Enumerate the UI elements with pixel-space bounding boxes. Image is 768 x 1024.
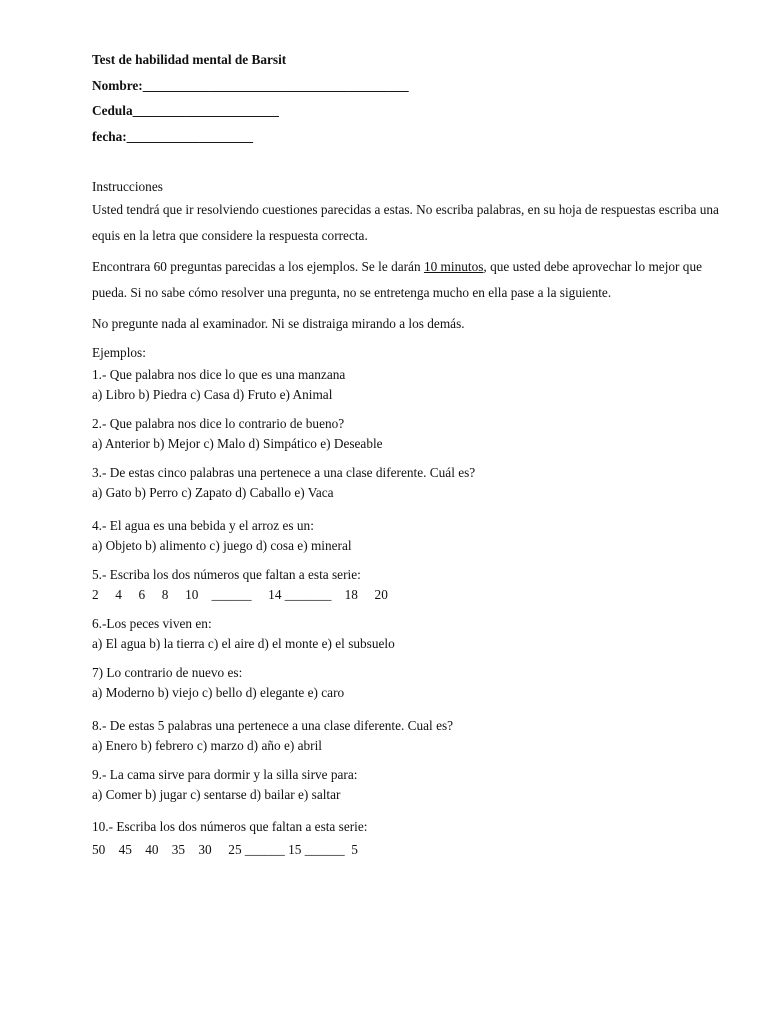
question-text: 3.- De estas cinco palabras una pertenece a una clase diferente. Cuál es?	[92, 464, 476, 480]
number-series: 2 4 6 8 10 ______ 14 _______ 18 20	[92, 586, 388, 602]
question-7	[92, 663, 722, 703]
examples-heading: Ejemplos:	[92, 344, 146, 360]
question-text: 4.- El agua es una bebida y el arroz es un:	[92, 517, 314, 533]
question-8	[92, 716, 722, 756]
fecha-field: fecha:___________________	[92, 128, 254, 144]
question-5	[92, 565, 722, 605]
question-options: a) Moderno b) viejo c) bello d) elegante e) caro	[92, 684, 345, 700]
number-series: 50 45 40 35 30 25 ______ 15 ______ 5	[92, 841, 358, 857]
question-options: a) Gato b) Perro c) Zapato d) Caballo e) Vaca	[92, 484, 334, 500]
question-9	[92, 765, 722, 805]
document-title: Test de habilidad mental de Barsit	[92, 52, 287, 67]
question-1	[92, 365, 722, 405]
question-2	[92, 414, 722, 454]
cedula-field: Cedula______________________	[92, 103, 279, 118]
question-text: 6.-Los peces viven en:	[92, 615, 212, 631]
question-10	[92, 814, 722, 860]
question-options: a) Comer b) jugar c) sentarse d) bailar e) saltar	[92, 786, 341, 802]
question-text: 2.- Que palabra nos dice lo contrario de bueno?	[92, 415, 345, 431]
time-limit: 10 minutos	[423, 259, 484, 274]
question-options: a) Objeto b) alimento c) juego d) cosa e) mineral	[92, 537, 352, 553]
question-text: 5.- Escriba los dos números que faltan a esta serie:	[92, 566, 361, 582]
question-text: 1.- Que palabra nos dice lo que es una manzana	[92, 366, 346, 382]
question-options: a) Enero b) febrero c) marzo d) año e) abril	[92, 737, 322, 753]
question-3	[92, 463, 722, 503]
question-options: a) Anterior b) Mejor c) Malo d) Simpático e) Deseable	[92, 435, 383, 451]
nombre-field: Nombre:________________________________________	[92, 77, 409, 93]
question-text: 9.- La cama sirve para dormir y la silla sirve para:	[92, 766, 358, 782]
question-options: a) El agua b) la tierra c) el aire d) el monte e) el subsuelo	[92, 635, 395, 651]
question-text: 10.- Escriba los dos números que faltan a esta serie:	[92, 818, 368, 834]
question-text: 8.- De estas 5 palabras una pertenece a una clase diferente. Cual es?	[92, 717, 454, 733]
instructions-paragraph-3: No pregunte nada al examinador. Ni se distraiga mirando a los demás.	[92, 316, 465, 331]
question-text: 7) Lo contrario de nuevo es:	[92, 664, 243, 680]
question-6	[92, 614, 722, 654]
instructions-paragraph-1: Usted tendrá que ir resolviendo cuestiones parecidas a estas. No escriba palabras, en su hoja de respuestas escriba una equis en la letra que considere la respuesta correcta.	[92, 202, 719, 243]
instructions-paragraph-2: Encontrara 60 preguntas parecidas a los ejemplos. Se le darán 10 minutos, que usted debe aprovechar lo mejor que pueda. Si no sabe cómo resolver una pregunta, no se entretenga mucho en ella pase a la siguiente.	[92, 259, 702, 300]
document-page	[92, 50, 722, 869]
question-4	[92, 516, 722, 556]
question-options: a) Libro b) Piedra c) Casa d) Fruto e) Animal	[92, 386, 333, 402]
instructions-heading: Instrucciones	[92, 179, 163, 194]
